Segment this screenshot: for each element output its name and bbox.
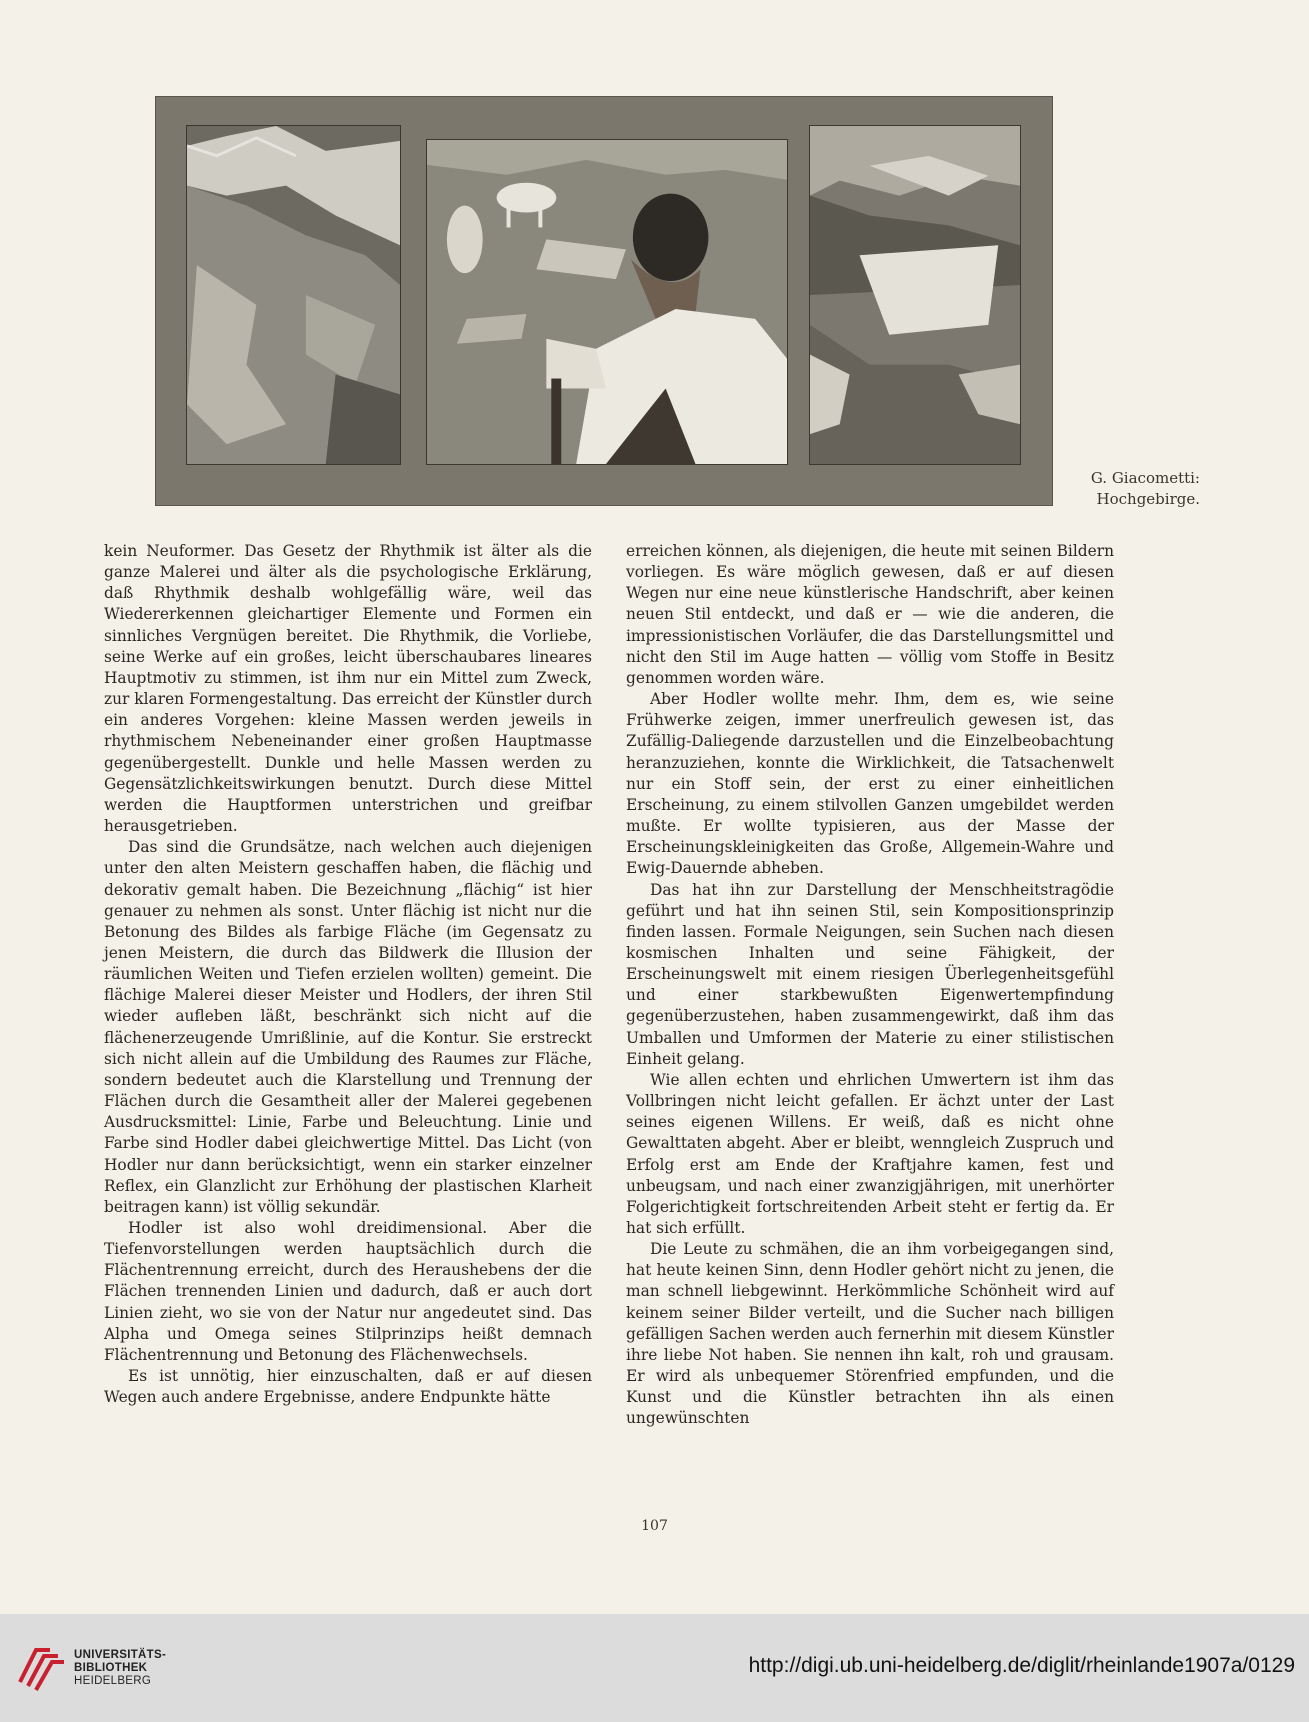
- paragraph: Das sind die Grundsätze, nach welchen auch diejenigen unter den alten Meistern geschaffen haben, die flächig und dekorativ gemalt haben. Die Bezeichnung „flächig“ ist hier genauer zu nehmen als sonst. Unter flächig ist nicht nur die Betonung des Bildes als farbige Fläche (im Gegensatz zu jenen Meistern, die durch das Bildwerk die Illusion der räumlichen Weiten und Tiefen erzielen wollten) gemeint. Die flächige Malerei dieser Meister und Hodlers, der ihren Stil wieder aufleben läßt, beschränkt sich nicht auf die flächenerzeugende Umrißlinie, auf die Kontur. Sie erstreckt sich nicht allein auf die Umbildung des Raumes zur Fläche, sondern bedeutet auch die Klarstellung und Trennung der Flächen durch die Gesamtheit aller der Malerei gegebenen Ausdrucksmittel: Linie, Farbe und Beleuchtung. Linie und Farbe sind Hodler dabei gleichwertige Mittel. Das Licht (von Hodler nur dann berücksichtigt, wenn ein starker einzelner Reflex, ein Glanzlicht zur Erhöhung der plastischen Klarheit beitragen kann) ist völlig sekundär.: [104, 838, 592, 1216]
- library-name[interactable]: UNIVERSITÄTS- BIBLIOTHEK HEIDELBERG: [74, 1649, 167, 1687]
- text-column-right: [626, 541, 1114, 1430]
- ub-heidelberg-logo-icon[interactable]: [14, 1642, 66, 1694]
- paragraph: Die Leute zu schmähen, die an ihm vorbeigegangen sind, hat heute keinen Sinn, denn Hodler gehört nicht zu jenen, die man schnell liebgewinnt. Herkömmliche Schönheit wird auf keinem seiner Bilder verteilt, und die Sucher nach billigen gefälligen Sachen werden auch fernerhin mit diesem Künstler ihre liebe Not haben. Sie nennen ihn kalt, roh und grausam. Er wird als unbequemer Störenfried empfunden, und die Kunst und die Künstler betrachten ihn als einen ungewünschten: [626, 1240, 1114, 1428]
- text-column-left: [104, 541, 592, 1408]
- caption-artist: G. Giacometti:: [1090, 469, 1200, 487]
- illustration-panel-right-lake: [809, 125, 1021, 465]
- figure-caption: [1060, 468, 1200, 510]
- page-number: 107: [641, 1518, 668, 1534]
- paragraph: Es ist unnötig, hier einzuschalten, daß er auf diesen Wegen auch andere Ergebnisse, andere Endpunkte hätte: [104, 1367, 592, 1407]
- paragraph: Das hat ihn zur Darstellung der Menschheitstragödie geführt und hat ihn seinen Stil, sein Kompositionsprinzip finden lassen. Formale Neigungen, sein Suchen nach diesen kosmischen Inhalten und seine Fähigkeit, der Erscheinungswelt mit einem riesigen Überlegenheitsgefühl und einer starkbewußten Eigenwertempfindung gegenüberzustehen, haben zusammengewirkt, daß ihm das Umballen und Umformen der Materie zu einer stilistischen Einheit gelang.: [626, 880, 1114, 1068]
- illustration-panel-left-mountain: [186, 125, 401, 465]
- paragraph: Aber Hodler wollte mehr. Ihm, dem es, wie seine Frühwerke zeigen, immer unerfreulich gewesen ist, das Zufällig-Daliegende darzustellen und die Einzelbeobachtung heranzuziehen, konnte die Wirklichkeit, die Tatsachenwelt nur ein Stoff sein, der erst zu einer einheitlichen Erscheinung, zu einem stilvollen Ganzen umgebildet werden mußte. Er wollte typisieren, aus der Masse der Erscheinungskleinigkeiten das Große, Allgemein-Wahre und Ewig-Dauernde abheben.: [626, 690, 1114, 878]
- permalink-url[interactable]: http://digi.ub.uni-heidelberg.de/diglit/rheinlande1907a/0129: [748, 1654, 1295, 1677]
- paragraph: kein Neuformer. Das Gesetz der Rhythmik ist älter als die ganze Malerei und älter als die psychologische Erklärung, daß Rhythmik deshalb wohlgefällig wäre, weil das Wiedererkennen gleichartiger Elemente und Formen ein sinnliches Vergnügen bereitet. Die Rhythmik, die Vorliebe, seine Werke auf ein großes, leicht überschaubares lineares Hauptmotiv zu stimmen, ist ihm nur ein Mittel zum Zweck, zur klaren Formengestaltung. Das erreicht der Künstler durch ein anderes Vorgehen: kleine Massen werden jeweils in rhythmischem Nebeneinander einer großen Hauptmasse gegenübergestellt. Dunkle und helle Massen werden zu Gegensätzlichkeitswirkungen benutzt. Durch diese Mittel werden die Hauptformen unterstrichen und greifbar herausgetrieben.: [104, 542, 592, 836]
- caption-title: Hochgebirge.: [1096, 490, 1200, 508]
- paragraph: Wie allen echten und ehrlichen Umwertern ist ihm das Vollbringen nicht leicht gefallen. Er ächzt unter der Last seines eigenen Willens. Er weiß, daß es nicht ohne Gewalttaten abgeht. Aber er bleibt, wenngleich Zuspruch und Erfolg erst am Ende der Kraftjahre kamen, fest und unbeugsam, und nach einer zwanzigjährigen, mit unerhörter Folgerichtigkeit fortschreitenden Arbeit steht er fertig da. Er hat sich erfüllt.: [626, 1070, 1114, 1237]
- library-footer: [0, 1614, 1309, 1722]
- paragraph: Hodler ist also wohl dreidimensional. Aber die Tiefenvorstellungen werden hauptsächlich durch die Flächentrennung erreicht, durch des Heraushebens der die Flächen trennenden Linien und dadurch, daß er auch dort Linien zieht, wo sie von der Natur nur angedeutet sind. Das Alpha und Omega seines Stilprinzips heißt demnach Flächentrennung und Betonung des Flächenwechsels.: [104, 1219, 592, 1364]
- illustration-panel-center-boy-with-goats: [426, 139, 788, 465]
- triptych-illustration: [155, 96, 1053, 506]
- paragraph: erreichen können, als diejenigen, die heute mit seinen Bildern vorliegen. Es wäre möglich gewesen, daß er auf diesen Wegen nur eine neue künstlerische Handschrift, aber keinen neuen Stil entdeckt, und daß er — wie die anderen, die impressionistischen Vorläufer, die das Darstellungsmittel und nicht den Stil im Auge hatten — völlig vom Stoffe in Besitz genommen worden wäre.: [626, 542, 1114, 687]
